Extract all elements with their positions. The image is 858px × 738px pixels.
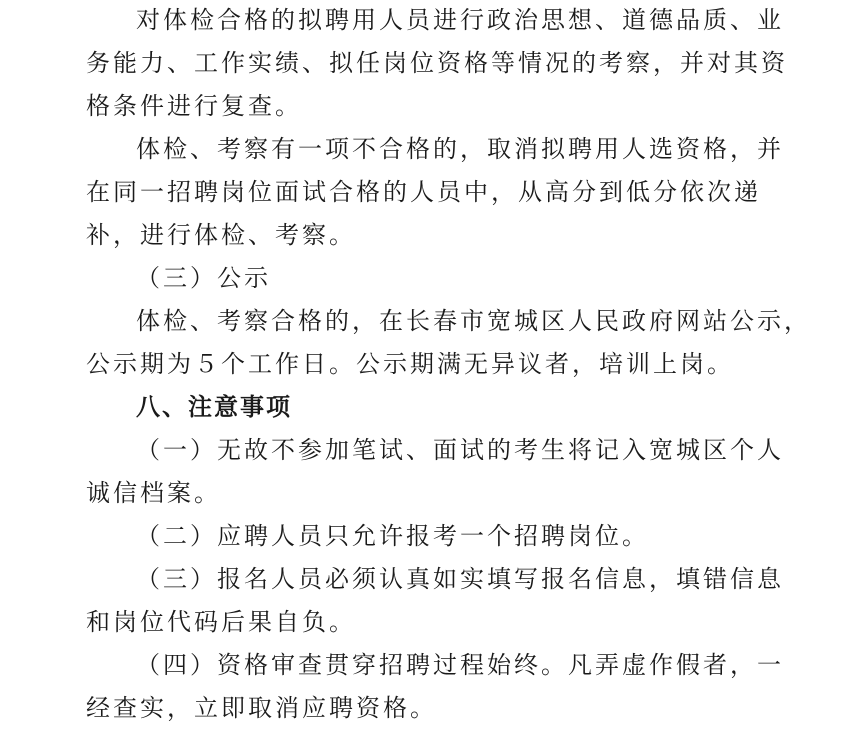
- text-line: （二）应聘人员只允许报考一个招聘岗位。: [136, 522, 649, 550]
- text-line: 在同一招聘岗位面试合格的人员中，从高分到低分依次递: [86, 178, 761, 206]
- section-heading: 八、注意事项: [136, 393, 292, 421]
- text-line: 和岗位代码后果自负。: [86, 608, 356, 636]
- subheading-publicity: （三）公示: [136, 264, 271, 292]
- text-line: （一）无故不参加笔试、面试的考生将记入宽城区个人: [136, 436, 784, 464]
- text-line: 格条件进行复查。: [86, 92, 302, 120]
- text-line: 体检、考察合格的，在长春市宽城区人民政府网站公示，: [136, 307, 811, 335]
- text-line: 对体检合格的拟聘用人员进行政治思想、道德品质、业: [136, 6, 784, 34]
- text-line: 诚信档案。: [86, 479, 221, 507]
- text-line: 公示期为５个工作日。公示期满无异议者，培训上岗。: [86, 350, 734, 378]
- text-line: （四）资格审查贯穿招聘过程始终。凡弄虚作假者，一: [136, 651, 784, 679]
- text-line: 经查实，立即取消应聘资格。: [86, 694, 437, 722]
- text-line: 体检、考察有一项不合格的，取消拟聘用人选资格，并: [136, 135, 784, 163]
- text-line: 补，进行体检、考察。: [86, 221, 356, 249]
- text-line: （三）报名人员必须认真如实填写报名信息，填错信息: [136, 565, 784, 593]
- text-line: 务能力、工作实绩、拟任岗位资格等情况的考察，并对其资: [86, 49, 788, 77]
